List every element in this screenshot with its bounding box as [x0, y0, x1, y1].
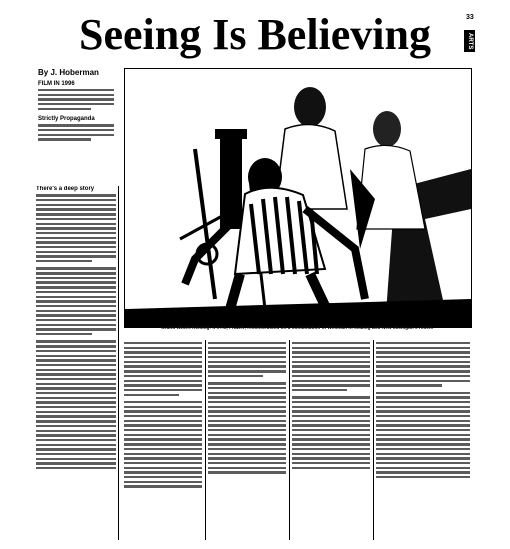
body-column-2 — [124, 340, 202, 540]
byline-label: FILM IN 1996 — [38, 81, 75, 87]
body-column-5 — [376, 340, 470, 540]
body-column-3 — [208, 340, 286, 540]
photo — [124, 68, 472, 328]
sidebar-title: Strictly Propaganda — [38, 116, 95, 123]
section-tab: ARTS — [464, 30, 475, 52]
page-number: 33 — [466, 14, 474, 21]
article-lead-in: There's a deep story — [36, 186, 95, 192]
sidebar-text — [38, 124, 114, 140]
column-rule — [118, 186, 119, 540]
byline-block — [38, 68, 114, 143]
byline-author: By J. Hoberman — [38, 68, 99, 77]
photo-illustration — [125, 69, 471, 327]
column-rule — [289, 340, 290, 540]
column-rule — [205, 340, 206, 540]
photo-caption: Grand Wittes Kissing: It's Ali, Frazier, reconstructed on a combination of Wellman in sealing and New Michigan's rebels — [161, 326, 433, 331]
headline: Seeing Is Believing — [78, 10, 432, 59]
body-column-4 — [292, 340, 370, 540]
byline-intro-text — [38, 89, 114, 110]
body-column-1 — [36, 186, 116, 540]
column-rule — [373, 340, 374, 540]
